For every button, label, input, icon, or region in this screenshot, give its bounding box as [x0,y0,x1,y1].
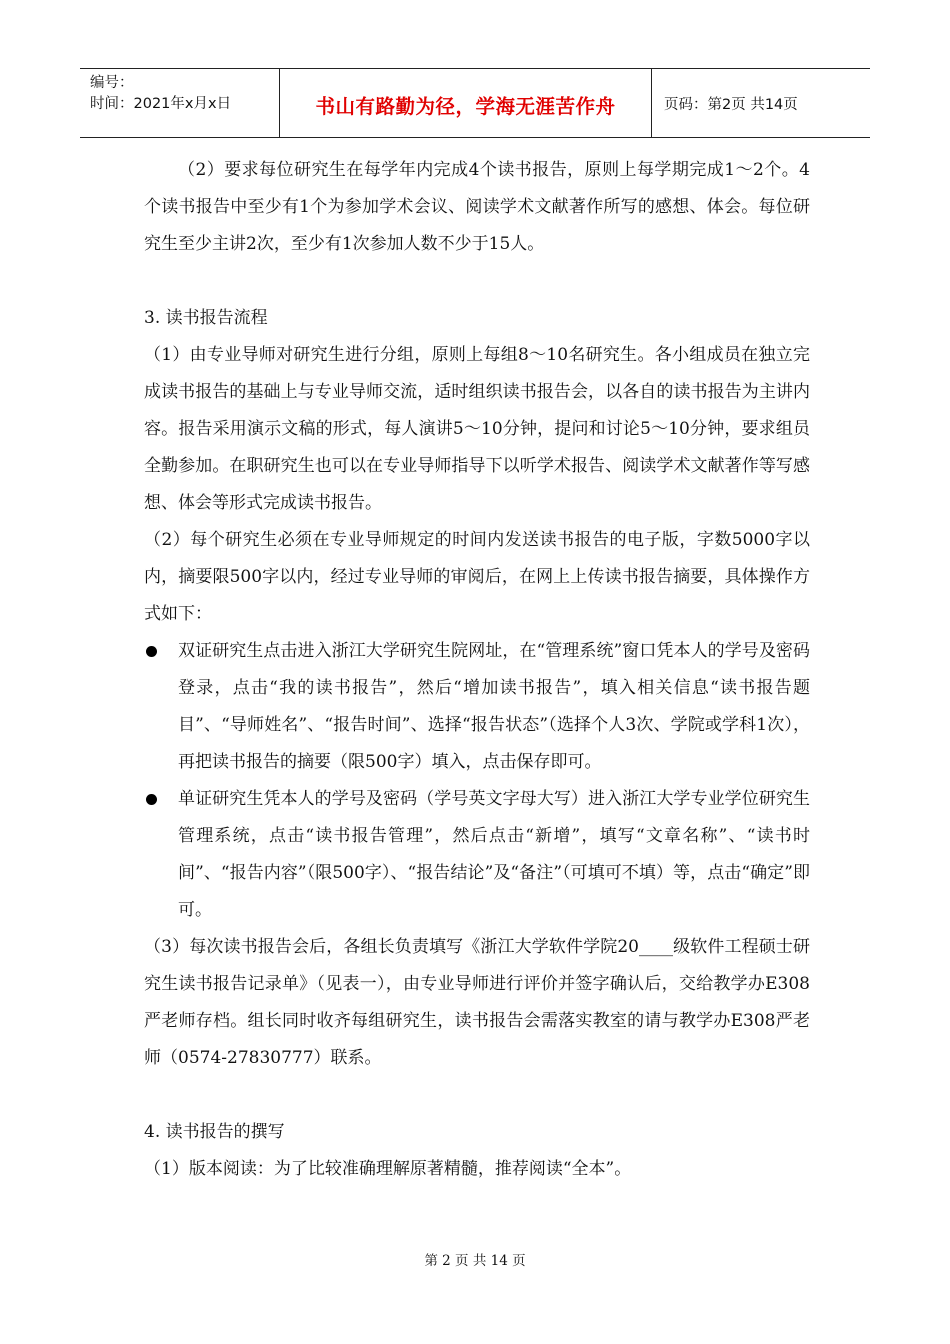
page-footer: 第 2 页 共 14 页 [424,1253,526,1269]
document-header [80,68,870,138]
page-info: 页码：第2页 共14页 [664,96,798,113]
bullet-icon [146,794,157,805]
motto-text: 书山有路勤为径，学海无涯苦作舟 [315,95,616,118]
paragraph-submission: （2）每个研究生必须在专业导师规定的时间内发送读书报告的电子版，字数5000字以内，摘要限500字以内，经过专业导师的审阅后，在网上上传读书报告摘要，具体操作方式如下： [144,530,810,624]
header-motto-cell [280,69,652,137]
section-title-process: 3. 读书报告流程 [144,308,268,328]
list-item [144,633,810,781]
section-title-writing: 4. 读书报告的撰写 [144,1122,285,1142]
bullet-icon [146,646,157,657]
list-item [144,781,810,929]
paragraph-requirement: （2）要求每位研究生在每学年内完成4个读书报告，原则上每学期完成1～2个。4个读书报告中至少有1个为参加学术会议、阅读学术文献著作所写的感想、体会。每位研究生至少主讲2次，至少有1次参加人数不少于15人。 [144,160,810,254]
paragraph-record: （3）每次读书报告会后，各组长负责填写《浙江大学软件学院20____级软件工程硕士研究生读书报告记录单》（见表一），由专业导师进行评价并签字确认后，交给教学办E308严老师存档。组长同时收齐每组研究生，读书报告会需落实教室的请与教学办E308严老师（0574-27830777）联系。 [144,937,810,1068]
document-body [144,152,810,1188]
spacer [144,1077,810,1114]
header-meta-cell [80,69,280,137]
bullet-text-single-cert: 单证研究生凭本人的学号及密码（学号英文字母大写）进入浙江大学专业学位研究生管理系统，点击“读书报告管理”，然后点击“新增”，填写“文章名称”、“读书时间”、“报告内容”（限500字）、“报告结论”及“备注”（可填可不填）等，点击“确定”即可。 [178,789,810,920]
number-label: 编号： [90,75,134,91]
paragraph-grouping: （1）由专业导师对研究生进行分组，原则上每组8～10名研究生。各小组成员在独立完成读书报告的基础上与专业导师交流，适时组织读书报告会，以各自的读书报告为主讲内容。报告采用演示文稿的形式，每人演讲5～10分钟，提问和讨论5～10分钟，要求组员全勤参加。在职研究生也可以在专业导师指导下以听学术报告、阅读学术文献著作等写感想、体会等形式完成读书报告。 [144,345,810,513]
spacer [144,263,810,300]
paragraph-version-reading: （1）版本阅读：为了比较准确理解原著精髓，推荐阅读“全本”。 [144,1159,632,1179]
bullet-text-dual-cert: 双证研究生点击进入浙江大学研究生院网址，在“管理系统”窗口凭本人的学号及密码登录，点击“我的读书报告”，然后“增加读书报告”，填入相关信息“读书报告题目”、“导师姓名”、“报告时间”、选择“报告状态”（选择个人3次、学院或学科1次），再把读书报告的摘要（限500字）填入，点击保存即可。 [178,641,810,772]
header-page-cell [652,69,870,137]
date-label: 时间：2021年x月x日 [90,96,232,112]
